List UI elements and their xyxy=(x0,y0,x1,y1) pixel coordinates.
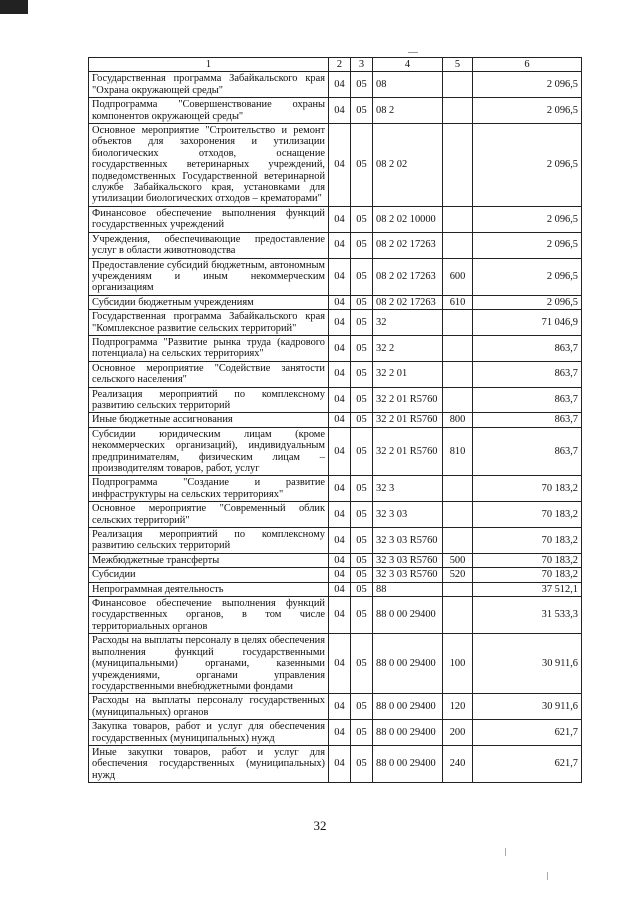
row-subsection: 05 xyxy=(351,72,373,98)
table-row xyxy=(89,124,582,207)
row-name: Финансовое обеспечение выполнения функций государственных учреждений xyxy=(89,206,329,232)
row-name: Субсидии бюджетным учреждениям xyxy=(89,295,329,309)
table-row xyxy=(89,310,582,336)
row-name: Подпрограмма "Развитие рынка труда (кадрового потенциала) на сельских территориях" xyxy=(89,335,329,361)
scan-artifact xyxy=(505,848,506,856)
row-target-code: 08 2 02 10000 xyxy=(373,206,443,232)
table-row xyxy=(89,720,582,746)
table-row xyxy=(89,98,582,124)
table-row xyxy=(89,295,582,309)
row-target-code: 32 3 03 R5760 xyxy=(373,568,443,582)
table-row xyxy=(89,582,582,596)
row-section: 04 xyxy=(329,528,351,554)
row-expense-type xyxy=(443,597,473,634)
row-subsection: 05 xyxy=(351,502,373,528)
row-amount: 863,7 xyxy=(473,335,582,361)
row-target-code: 08 2 02 17263 xyxy=(373,258,443,295)
row-section: 04 xyxy=(329,582,351,596)
row-name: Реализация мероприятий по комплексному развитию сельских территорий xyxy=(89,387,329,413)
row-expense-type xyxy=(443,232,473,258)
row-subsection: 05 xyxy=(351,476,373,502)
row-amount: 863,7 xyxy=(473,361,582,387)
row-expense-type xyxy=(443,361,473,387)
row-subsection: 05 xyxy=(351,206,373,232)
table-row xyxy=(89,528,582,554)
row-expense-type: 600 xyxy=(443,258,473,295)
row-amount: 2 096,5 xyxy=(473,295,582,309)
table-row xyxy=(89,634,582,694)
row-section: 04 xyxy=(329,597,351,634)
row-expense-type: 810 xyxy=(443,427,473,476)
row-section: 04 xyxy=(329,206,351,232)
row-expense-type: 610 xyxy=(443,295,473,309)
row-name: Закупка товаров, работ и услуг для обеспечения государственных (муниципальных) нужд xyxy=(89,720,329,746)
row-subsection: 05 xyxy=(351,124,373,207)
row-subsection: 05 xyxy=(351,694,373,720)
row-section: 04 xyxy=(329,335,351,361)
row-subsection: 05 xyxy=(351,568,373,582)
row-amount: 863,7 xyxy=(473,427,582,476)
row-section: 04 xyxy=(329,295,351,309)
row-name: Субсидии xyxy=(89,568,329,582)
row-subsection: 05 xyxy=(351,98,373,124)
row-subsection: 05 xyxy=(351,597,373,634)
row-section: 04 xyxy=(329,745,351,782)
row-amount: 30 911,6 xyxy=(473,634,582,694)
row-expense-type xyxy=(443,72,473,98)
row-expense-type xyxy=(443,335,473,361)
row-name: Реализация мероприятий по комплексному развитию сельских территорий xyxy=(89,528,329,554)
row-target-code: 32 2 01 R5760 xyxy=(373,427,443,476)
row-amount: 2 096,5 xyxy=(473,232,582,258)
row-expense-type xyxy=(443,582,473,596)
row-expense-type: 100 xyxy=(443,634,473,694)
row-name: Государственная программа Забайкальского края "Охрана окружающей среды" xyxy=(89,72,329,98)
row-subsection: 05 xyxy=(351,745,373,782)
row-expense-type xyxy=(443,387,473,413)
table-row xyxy=(89,694,582,720)
row-name: Государственная программа Забайкальского края "Комплексное развитие сельских территорий" xyxy=(89,310,329,336)
row-section: 04 xyxy=(329,72,351,98)
row-amount: 2 096,5 xyxy=(473,258,582,295)
row-section: 04 xyxy=(329,310,351,336)
row-amount: 70 183,2 xyxy=(473,568,582,582)
row-expense-type xyxy=(443,310,473,336)
table-row xyxy=(89,568,582,582)
table-row xyxy=(89,413,582,427)
row-section: 04 xyxy=(329,568,351,582)
row-target-code: 32 3 xyxy=(373,476,443,502)
row-name: Подпрограмма "Создание и развитие инфраструктуры на сельских территориях" xyxy=(89,476,329,502)
row-subsection: 05 xyxy=(351,295,373,309)
row-target-code: 08 xyxy=(373,72,443,98)
row-subsection: 05 xyxy=(351,335,373,361)
row-name: Иные бюджетные ассигнования xyxy=(89,413,329,427)
row-target-code: 32 3 03 R5760 xyxy=(373,528,443,554)
row-section: 04 xyxy=(329,413,351,427)
column-header: 4 xyxy=(373,58,443,72)
scan-artifact xyxy=(547,872,548,880)
table-row xyxy=(89,597,582,634)
row-target-code: 88 0 00 29400 xyxy=(373,694,443,720)
row-expense-type xyxy=(443,206,473,232)
row-subsection: 05 xyxy=(351,361,373,387)
row-name: Непрограммная деятельность xyxy=(89,582,329,596)
budget-table xyxy=(88,57,582,783)
row-section: 04 xyxy=(329,232,351,258)
row-section: 04 xyxy=(329,258,351,295)
table-header-row xyxy=(89,58,582,72)
row-target-code: 08 2 xyxy=(373,98,443,124)
row-amount: 863,7 xyxy=(473,413,582,427)
row-amount: 863,7 xyxy=(473,387,582,413)
row-expense-type xyxy=(443,528,473,554)
row-section: 04 xyxy=(329,124,351,207)
row-expense-type xyxy=(443,124,473,207)
scan-artifact xyxy=(408,52,418,53)
page-number: 32 xyxy=(313,818,327,833)
table-body xyxy=(89,72,582,783)
row-amount: 70 183,2 xyxy=(473,553,582,567)
column-header: 2 xyxy=(329,58,351,72)
row-target-code: 88 xyxy=(373,582,443,596)
row-section: 04 xyxy=(329,553,351,567)
row-expense-type: 240 xyxy=(443,745,473,782)
table-row xyxy=(89,232,582,258)
row-amount: 621,7 xyxy=(473,745,582,782)
row-target-code: 88 0 00 29400 xyxy=(373,597,443,634)
row-subsection: 05 xyxy=(351,427,373,476)
row-target-code: 32 3 03 xyxy=(373,502,443,528)
row-name: Основное мероприятие "Современный облик сельских территорий" xyxy=(89,502,329,528)
row-subsection: 05 xyxy=(351,720,373,746)
row-target-code: 32 xyxy=(373,310,443,336)
table-row xyxy=(89,258,582,295)
row-name: Межбюджетные трансферты xyxy=(89,553,329,567)
row-target-code: 32 2 xyxy=(373,335,443,361)
row-amount: 2 096,5 xyxy=(473,206,582,232)
table-row xyxy=(89,476,582,502)
row-name: Предоставление субсидий бюджетным, автономным учреждениям и иным некоммерческим организациям xyxy=(89,258,329,295)
table-row xyxy=(89,427,582,476)
row-amount: 2 096,5 xyxy=(473,98,582,124)
row-amount: 70 183,2 xyxy=(473,502,582,528)
row-subsection: 05 xyxy=(351,232,373,258)
row-name: Учреждения, обеспечивающие предоставление услуг в области животноводства xyxy=(89,232,329,258)
row-name: Расходы на выплаты персоналу в целях обеспечения выполнения функций государственными (муниципальными) органами, казенными учреждениями, органами управления государственными внебюджетными фондами xyxy=(89,634,329,694)
row-amount: 31 533,3 xyxy=(473,597,582,634)
row-target-code: 32 2 01 R5760 xyxy=(373,387,443,413)
row-section: 04 xyxy=(329,427,351,476)
row-amount: 30 911,6 xyxy=(473,694,582,720)
row-target-code: 32 2 01 xyxy=(373,361,443,387)
row-section: 04 xyxy=(329,720,351,746)
row-expense-type: 200 xyxy=(443,720,473,746)
row-name: Основное мероприятие "Строительство и ремонт объектов для захоронения и утилизации биологических отходов, оснащение государственных ветеринарных учреждений, подведомственных Государственной ветеринарной службе Забайкальского края, установками для утилизации биологических отходов – крематорами" xyxy=(89,124,329,207)
row-name: Расходы на выплаты персоналу государственных (муниципальных) органов xyxy=(89,694,329,720)
row-expense-type: 120 xyxy=(443,694,473,720)
row-amount: 2 096,5 xyxy=(473,124,582,207)
row-amount: 70 183,2 xyxy=(473,528,582,554)
row-name: Финансовое обеспечение выполнения функций государственных органов, в том числе территориальных органов xyxy=(89,597,329,634)
table-row xyxy=(89,361,582,387)
row-section: 04 xyxy=(329,502,351,528)
row-expense-type xyxy=(443,98,473,124)
row-name: Иные закупки товаров, работ и услуг для обеспечения государственных (муниципальных) нужд xyxy=(89,745,329,782)
row-section: 04 xyxy=(329,476,351,502)
table-row xyxy=(89,387,582,413)
row-section: 04 xyxy=(329,98,351,124)
row-amount: 37 512,1 xyxy=(473,582,582,596)
row-target-code: 08 2 02 xyxy=(373,124,443,207)
row-target-code: 88 0 00 29400 xyxy=(373,720,443,746)
row-subsection: 05 xyxy=(351,258,373,295)
row-amount: 70 183,2 xyxy=(473,476,582,502)
column-header: 1 xyxy=(89,58,329,72)
row-section: 04 xyxy=(329,634,351,694)
row-target-code: 88 0 00 29400 xyxy=(373,634,443,694)
row-target-code: 32 3 03 R5760 xyxy=(373,553,443,567)
row-amount: 621,7 xyxy=(473,720,582,746)
table-row xyxy=(89,553,582,567)
row-name: Субсидии юридическим лицам (кроме некоммерческих организаций), индивидуальным предпринимателям, физическим лицам – производителям товаров, работ, услуг xyxy=(89,427,329,476)
table-row xyxy=(89,335,582,361)
row-subsection: 05 xyxy=(351,310,373,336)
row-section: 04 xyxy=(329,387,351,413)
table-row xyxy=(89,72,582,98)
row-expense-type: 520 xyxy=(443,568,473,582)
row-subsection: 05 xyxy=(351,387,373,413)
row-section: 04 xyxy=(329,361,351,387)
column-header: 5 xyxy=(443,58,473,72)
row-target-code: 08 2 02 17263 xyxy=(373,295,443,309)
scan-corner-mark xyxy=(0,0,28,14)
row-name: Подпрограмма "Совершенствование охраны компонентов окружающей среды" xyxy=(89,98,329,124)
row-subsection: 05 xyxy=(351,528,373,554)
table-row xyxy=(89,502,582,528)
table-row xyxy=(89,206,582,232)
row-expense-type: 800 xyxy=(443,413,473,427)
row-subsection: 05 xyxy=(351,553,373,567)
row-expense-type xyxy=(443,502,473,528)
row-amount: 2 096,5 xyxy=(473,72,582,98)
row-target-code: 08 2 02 17263 xyxy=(373,232,443,258)
row-subsection: 05 xyxy=(351,634,373,694)
column-header: 3 xyxy=(351,58,373,72)
row-expense-type xyxy=(443,476,473,502)
row-section: 04 xyxy=(329,694,351,720)
row-target-code: 88 0 00 29400 xyxy=(373,745,443,782)
row-amount: 71 046,9 xyxy=(473,310,582,336)
row-target-code: 32 2 01 R5760 xyxy=(373,413,443,427)
column-header: 6 xyxy=(473,58,582,72)
row-subsection: 05 xyxy=(351,582,373,596)
row-name: Основное мероприятие "Содействие занятости сельского населения" xyxy=(89,361,329,387)
row-subsection: 05 xyxy=(351,413,373,427)
row-expense-type: 500 xyxy=(443,553,473,567)
table-row xyxy=(89,745,582,782)
